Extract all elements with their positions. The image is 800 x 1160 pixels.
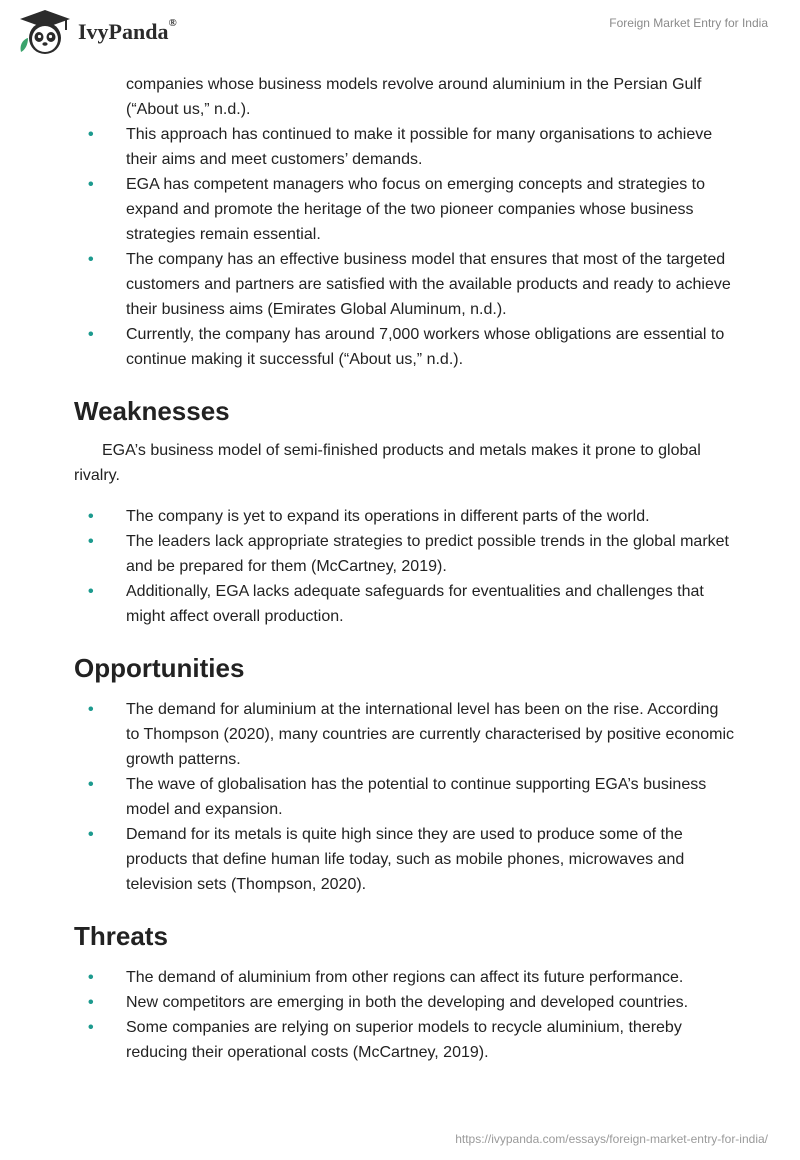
bullet-icon: • [88, 533, 94, 550]
page-header [0, 0, 800, 70]
bullet-icon: • [88, 326, 94, 343]
bullet-icon: • [88, 508, 94, 525]
logo[interactable] [16, 8, 177, 56]
list-item: • Demand for its metals is quite high since they are used to produce some of the products that define human life today, such as mobile phones, microwaves and television sets (Thompson, 2020). [74, 822, 734, 897]
list-item: • The company is yet to expand its operations in different parts of the world. [74, 504, 734, 529]
list-item: • The company has an effective business model that ensures that most of the targeted customers and partners are satisfied with the available products and ready to achieve their business aims (Emirates Global Aluminum, n.d.). [74, 247, 734, 322]
weaknesses-heading: Weaknesses [74, 396, 230, 426]
source-url-link[interactable]: https://ivypanda.com/essays/foreign-market-entry-for-india/ [455, 1132, 768, 1146]
bullet-icon: • [88, 251, 94, 268]
threats-heading: Threats [74, 921, 168, 951]
bullet-icon: • [88, 126, 94, 143]
list-item: • This approach has continued to make it possible for many organisations to achieve their aims and meet customers’ demands. [74, 122, 734, 172]
opportunities-list [74, 697, 734, 897]
list-item: • The demand of aluminium from other regions can affect its future performance. [74, 965, 734, 990]
bullet-icon: • [88, 176, 94, 193]
weaknesses-paragraph: EGA’s business model of semi-finished products and metals makes it prone to global rivalry. [74, 442, 701, 484]
bullet-icon: • [88, 994, 94, 1011]
list-item: • EGA has competent managers who focus on emerging concepts and strategies to expand and promote the heritage of the two pioneer companies whose business strategies remain essential. [74, 172, 734, 247]
list-item: • Some companies are relying on superior models to recycle aluminium, thereby reducing their operational costs (McCartney, 2019). [74, 1015, 734, 1065]
weaknesses-list [74, 504, 734, 629]
panda-logo-icon [16, 8, 74, 56]
list-item: • The wave of globalisation has the potential to continue supporting EGA’s business model and expansion. [74, 772, 734, 822]
list-item: • New competitors are emerging in both the developing and developed countries. [74, 990, 734, 1015]
opportunities-heading: Opportunities [74, 653, 245, 683]
brand-name: IvyPanda® [78, 17, 177, 44]
document-title: Foreign Market Entry for India [609, 16, 768, 30]
list-item: • The demand for aluminium at the international level has been on the rise. According to Thompson (2020), many countries are currently characterised by positive economic growth patterns. [74, 697, 734, 772]
bullet-icon: • [88, 1019, 94, 1036]
threats-list [74, 965, 734, 1065]
bullet-icon: • [88, 969, 94, 986]
list-item-continuation: companies whose business models revolve around aluminium in the Persian Gulf (“About us,” n.d.). [126, 76, 702, 118]
bullet-icon: • [88, 826, 94, 843]
list-item: • Currently, the company has around 7,000 workers whose obligations are essential to continue making it successful (“About us,” n.d.). [74, 322, 734, 372]
bullet-icon: • [88, 701, 94, 718]
bullet-icon: • [88, 776, 94, 793]
list-item: • Additionally, EGA lacks adequate safeguards for eventualities and challenges that might affect overall production. [74, 579, 734, 629]
bullet-icon: • [88, 583, 94, 600]
list-item: • The leaders lack appropriate strategies to predict possible trends in the global market and be prepared for them (McCartney, 2019). [74, 529, 734, 579]
strengths-list [74, 122, 734, 372]
essay-content [74, 72, 734, 1065]
